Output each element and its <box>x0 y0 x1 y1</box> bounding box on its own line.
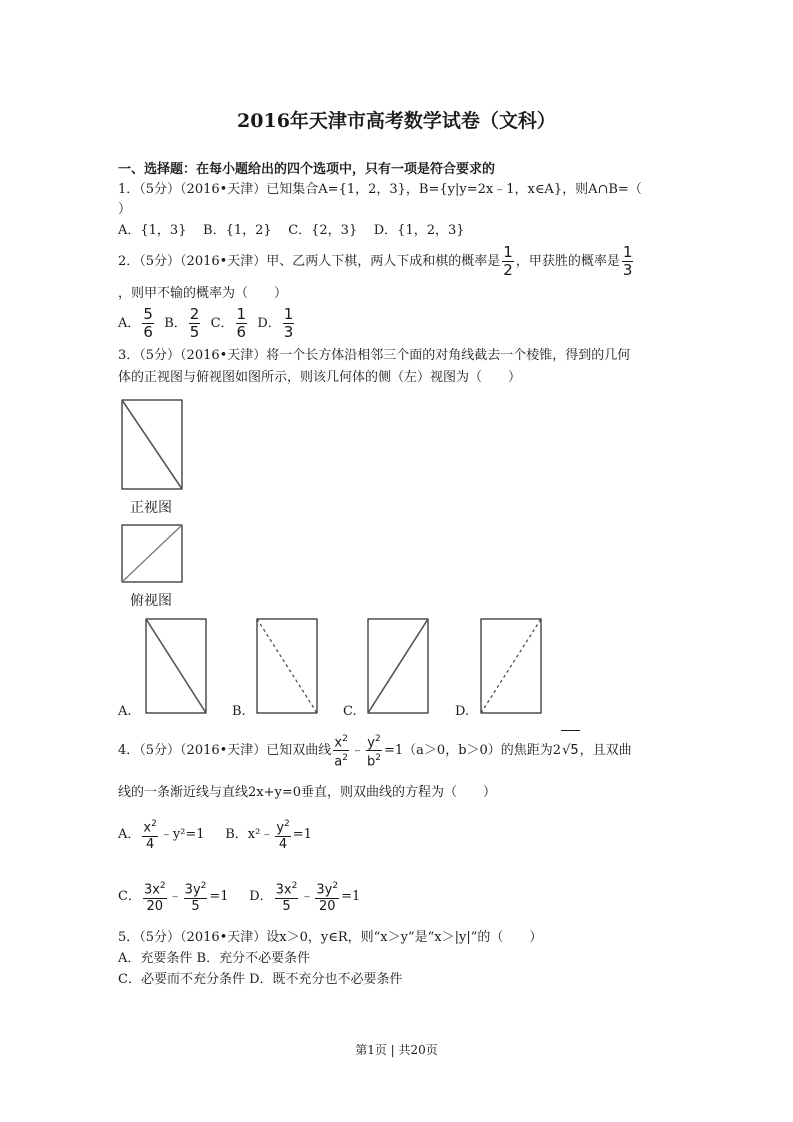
q1-option-b: B．{1，2} <box>203 223 272 238</box>
q2-text-cont: ，则甲不输的概率为（ ） <box>118 286 288 301</box>
q2-option-d: D． $\frac{1}{3}$ <box>257 305 294 341</box>
page-title: 2016年天津市高考数学试卷（文科） <box>237 110 556 132</box>
q2-option-b: B． $\frac{2}{5}$ <box>164 305 200 341</box>
q3-option-a-figure <box>145 618 209 716</box>
q3-option-b-label: B. <box>232 704 246 719</box>
q1-option-d: D．{1，2，3} <box>373 223 465 238</box>
q1-option-a: A．{1，3} <box>118 223 187 238</box>
q2-fraction-draw: $\frac{1}{2}$ <box>503 243 513 279</box>
q4-sqrt: √5 <box>561 730 580 771</box>
q4-options-ab <box>118 815 312 855</box>
q5-options-line2: C．必要而不充分条件 D．既不充分也不必要条件 <box>118 972 403 987</box>
q3-option-c-figure <box>367 618 431 716</box>
page-footer: 第1页 | 共20页 <box>355 1043 438 1057</box>
q4-text-b: =1（a＞0，b＞0）的焦距为2 <box>384 743 562 758</box>
q2-text <box>118 244 635 279</box>
q4-option-c: C． $\frac{3x^2}{20}$ ﹣ $\frac{3y^2}{5}$ =1 <box>118 881 229 914</box>
q4-text-c: ，且双曲 <box>579 743 632 758</box>
q4-text-a: 4．（5分）（2016•天津）已知双曲线 <box>118 743 332 758</box>
q1-text-cont: ） <box>118 202 132 217</box>
q1-options <box>118 222 465 240</box>
q4-option-b: B．x²﹣ $\frac{y^2}{4}$ =1 <box>225 819 312 852</box>
q5-options-line1: A．充要条件 B．充分不必要条件 <box>118 951 311 966</box>
q3-option-c-label: C. <box>343 704 357 719</box>
q3-text: 3．（5分）（2016•天津）将一个长方体沿相邻三个面的对角线截去一个棱锥，得到的几何 <box>118 348 631 363</box>
q2-text-a: 2．（5分）（2016•天津）甲、乙两人下棋，两人下成和棋的概率是 <box>118 254 501 269</box>
q3-option-b-figure <box>256 618 320 716</box>
q2-option-c: C． $\frac{1}{6}$ <box>210 305 247 341</box>
q4-text-cont: 线的一条渐近线与直线2x+y=0垂直，则双曲线的方程为（ ） <box>118 785 497 800</box>
q3-option-d-label: D. <box>455 704 470 719</box>
q4-fraction-y: $\frac{y^2}{b^2}$ <box>367 733 382 770</box>
q2-text-b: ，甲获胜的概率是 <box>515 254 620 269</box>
q1-text: 1．（5分）（2016•天津）已知集合A={1，2，3}，B={y|y=2x﹣1，x∈A}，则A∩B=（ <box>118 182 642 197</box>
section-heading: 一、选择题：在每小题给出的四个选项中，只有一项是符合要求的 <box>118 162 496 177</box>
top-view-label: 俯视图 <box>130 593 172 609</box>
q4-option-d: D． $\frac{3x^2}{5}$ ﹣ $\frac{3y^2}{20}$ =1 <box>249 881 361 914</box>
q3-text-cont: 体的正视图与俯视图如图所示，则该几何体的侧（左）视图为（ ） <box>118 370 522 385</box>
q4-option-a: A． $\frac{x^2}{4}$ ﹣y²=1 <box>118 819 205 852</box>
q2-fraction-win: $\frac{1}{3}$ <box>622 243 633 279</box>
q4-text: 4．（5分）（2016•天津）已知双曲线 $\frac{x^2}{a^2}$ ﹣ $\frac{y^2}{b^2}$ =1（a＞0，b＞0）的焦距为2√5，且双曲 <box>118 730 632 771</box>
q4-fraction-x: $\frac{x^2}{a^2}$ <box>334 733 348 770</box>
q5-text: 5．（5分）（2016•天津）设x＞0，y∈R，则“x＞y”是“x＞|y|”的（ ） <box>118 930 543 945</box>
q1-option-c: C．{2，3} <box>288 223 358 238</box>
q3-option-a-label: A. <box>118 704 132 719</box>
front-view-figure <box>120 398 186 494</box>
q3-option-d-figure <box>480 618 544 716</box>
top-view-figure <box>120 523 186 585</box>
q2-option-a: A． $\frac{5}{6}$ <box>118 305 153 341</box>
q4-options-cd <box>118 877 360 917</box>
front-view-label: 正视图 <box>130 500 172 516</box>
q2-options <box>118 306 296 341</box>
